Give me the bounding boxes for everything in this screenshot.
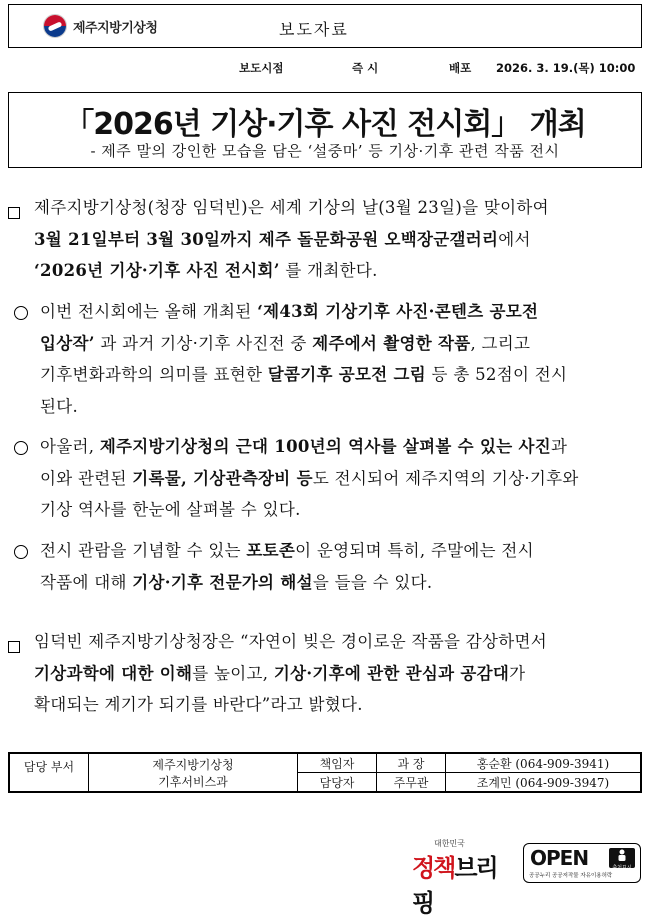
- header-box: [8, 4, 642, 48]
- p5-text-c: 를 높이고,: [192, 663, 269, 683]
- name-phone-cell: 홍순환 (064-909-3941): [446, 753, 642, 773]
- policy-small-text: 대한민국: [434, 839, 465, 848]
- contact-table: [8, 752, 642, 793]
- release-label: 보도시점: [239, 61, 284, 75]
- p2-text-d: 과 과거 기상·기후 사진전 중: [100, 333, 307, 353]
- p2-text-g: 기후변화과학의 의미를 표현한: [40, 365, 263, 384]
- paragraph-5: [34, 626, 646, 721]
- p1-text-e: 를 개최한다.: [285, 261, 378, 280]
- p1-text-c: 에서: [498, 229, 531, 249]
- open-line-text: 공공누리 공공저작물 자유이용허락: [529, 873, 613, 879]
- p5-text-d: 기상·기후에 관한 관심과 공감대: [273, 663, 510, 683]
- p1-text-b: 3월 21일부터 3월 30일까지 제주 돌문화공원 오백장군갤러리: [34, 229, 499, 249]
- square-bullet-icon: [8, 205, 20, 223]
- distribution-value: 2026. 3. 19.(목) 10:00: [496, 61, 636, 75]
- p2-text-b: ‘제43회 기상기후 사진·콘텐츠 공모전: [257, 302, 539, 321]
- p4-text-d: 작품에 대해: [40, 572, 127, 592]
- paragraph-3: [40, 431, 646, 526]
- p5-text-b: 기상과학에 대한 이해: [34, 663, 193, 683]
- p3-text-c: 과: [550, 437, 568, 456]
- subtitle: - 제주 말의 강인한 모습을 담은 ‘설중마’ 등 기상·기후 관련 작품 전시: [90, 142, 560, 160]
- attribution-badge-icon: [609, 848, 635, 871]
- dept-cell: [89, 753, 298, 792]
- p3-text-d: 이와 관련된: [40, 468, 127, 488]
- p3-text-f: 도 전시되어 제주지역의 기상·기후와: [312, 468, 579, 488]
- release-meta: [0, 60, 651, 76]
- policy-big-text: [412, 848, 516, 918]
- p2-text-e: 제주에서 촬영한 작품: [312, 333, 471, 353]
- p3-text-a: 아울러,: [40, 437, 95, 456]
- main-title: 「2026년 기상·기후 사진 전시회」 개최: [64, 107, 586, 142]
- kogl-open-logo: [523, 843, 641, 883]
- org-logo: [43, 14, 157, 38]
- dept-label: 담당 부서: [9, 753, 89, 792]
- p3-text-e: 기록물, 기상관측장비 등: [132, 468, 313, 488]
- p3-text-g: 기상 역사를 한눈에 살펴볼 수 있다.: [40, 500, 301, 519]
- role-cell: 책임자: [298, 753, 377, 773]
- circle-bullet-icon: [14, 306, 28, 324]
- p2-text-a: 이번 전시회에는 올해 개최된: [40, 302, 252, 321]
- p4-text-a: 전시 관람을 기념할 수 있는: [40, 541, 241, 560]
- p2-text-j: 된다.: [40, 396, 79, 416]
- open-badge-text: 출처표시: [612, 865, 632, 871]
- paragraph-2: [40, 296, 646, 422]
- distribution-label: 배포: [449, 61, 472, 75]
- p2-text-i: 등 총 52점이 전시: [431, 365, 568, 384]
- p1-text-d: ‘2026년 기상·기후 사진 전시회’: [34, 261, 280, 280]
- position-cell: 과 장: [377, 753, 446, 773]
- paragraph-1: [34, 192, 646, 287]
- p3-text-b: 제주지방기상청의 근대 100년의 역사를 살펴볼 수 있는 사진: [99, 437, 551, 456]
- p4-text-e: 기상·기후 전문가의 해설: [132, 572, 313, 592]
- taeguk-icon: [43, 14, 67, 38]
- policy-big-part2: 브리핑: [412, 854, 497, 917]
- square-bullet-icon: [8, 639, 20, 657]
- role-cell: 담당자: [298, 773, 377, 793]
- doc-type-title: 보도자료: [279, 20, 349, 39]
- name-phone-cell: 조계민 (064-909-3947): [446, 773, 642, 793]
- p5-text-a: 임덕빈 제주지방기상청장은 “자연이 빚은 경이로운 작품을 감상하면서: [34, 632, 547, 651]
- person-icon: [609, 848, 635, 862]
- open-word: OPEN: [530, 846, 589, 870]
- table-row: [9, 753, 641, 773]
- circle-bullet-icon: [14, 441, 28, 459]
- paragraph-4: [40, 535, 646, 598]
- circle-bullet-icon: [14, 545, 28, 563]
- p4-text-c: 이 운영되며 특히, 주말에는 전시: [295, 541, 534, 560]
- p5-text-f: 확대되는 계기가 되기를 바란다”라고 밝혔다.: [34, 695, 363, 714]
- p2-text-h: 달콤기후 공모전 그림: [267, 365, 426, 384]
- p2-text-c: 입상작’: [40, 333, 95, 353]
- dept-line2: 기후서비스과: [158, 774, 228, 789]
- org-logo-text: 제주지방기상청: [73, 20, 158, 36]
- policy-briefing-logo: [412, 838, 516, 917]
- p4-text-b: 포토존: [246, 541, 296, 560]
- p2-text-f: , 그리고: [470, 333, 531, 353]
- dept-line1: 제주지방기상청: [152, 757, 234, 772]
- policy-big-part1: 정책: [412, 854, 455, 882]
- position-cell: 주무관: [377, 773, 446, 793]
- p1-text-a: 제주지방기상청(청장 임덕빈)은 세계 기상의 날(3월 23일)을 맞이하여: [34, 198, 549, 217]
- p5-text-e: 가: [509, 663, 526, 683]
- title-box: [8, 92, 642, 168]
- p4-text-f: 을 들을 수 있다.: [312, 572, 433, 592]
- release-value: 즉 시: [352, 61, 379, 75]
